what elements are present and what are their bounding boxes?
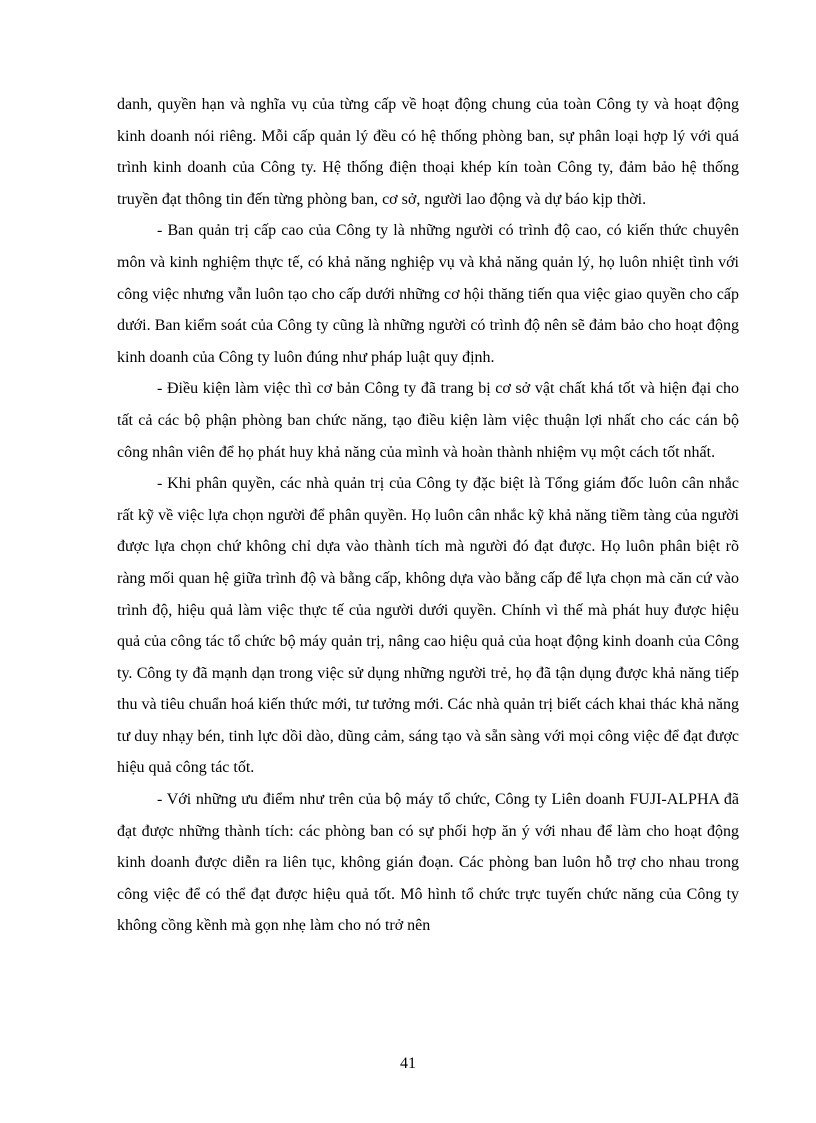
paragraph-1: danh, quyền hạn và nghĩa vụ của từng cấp về hoạt động chung của toàn Công ty và hoạt động kinh doanh nói riêng. Mỗi cấp quản lý đều có hệ thống phòng ban, sự phân loại hợp lý với quá trình kinh doanh của Công ty. Hệ thống điện thoại khép kín toàn Công ty, đảm bảo hệ thống truyền đạt thông tin đến từng phòng ban, cơ sở, người lao động và dự báo kịp thời. [117,96,739,208]
body-text [117,89,739,942]
paragraph-5: - Với những ưu điểm như trên của bộ máy tổ chức, Công ty Liên doanh FUJI-ALPHA đã đạt được những thành tích: các phòng ban có sự phối hợp ăn ý với nhau để làm cho hoạt động kinh doanh được diễn ra liên tục, không gián đoạn. Các phòng ban luôn hỗ trợ cho nhau trong công việc để có thể đạt được hiệu quả tốt. Mô hình tổ chức trực tuyến chức năng của Công ty không cồng kềnh mà gọn nhẹ làm cho nó trở nên [117,791,739,935]
paragraph-4: - Khi phân quyền, các nhà quản trị của Công ty đặc biệt là Tổng giám đốc luôn cân nhắc rất kỹ về việc lựa chọn người để phân quyền. Họ luôn cân nhắc kỹ khả năng tiềm tàng của người được lựa chọn chứ không chỉ dựa vào thành tích mà người đó đạt được. Họ luôn phân biệt rõ ràng mối quan hệ giữa trình độ và bằng cấp, không dựa vào bằng cấp để lựa chọn mà căn cứ vào trình độ, hiệu quả làm việc thực tế của người dưới quyền. Chính vì thế mà phát huy được hiệu quả của công tác tổ chức bộ máy quản trị, nâng cao hiệu quả của hoạt động kinh doanh của Công ty. Công ty đã mạnh dạn trong việc sử dụng những người trẻ, họ đã tận dụng được khả năng tiếp thu và tiêu chuẩn hoá kiến thức mới, tư tưởng mới. Các nhà quản trị biết cách khai thác khả năng tư duy nhạy bén, tinh lực dồi dào, dũng cảm, sáng tạo và sẵn sàng với mọi công việc để đạt được hiệu quả công tác tốt. [117,475,739,777]
paragraph-3: - Điều kiện làm việc thì cơ bản Công ty đã trang bị cơ sở vật chất khá tốt và hiện đại cho tất cả các bộ phận phòng ban chức năng, tạo điều kiện làm việc thuận lợi nhất cho các cán bộ công nhân viên để họ phát huy khả năng của mình và hoàn thành nhiệm vụ một cách tốt nhất. [117,380,739,461]
page-number: 41 [400,1055,416,1072]
paragraph-2: - Ban quản trị cấp cao của Công ty là những người có trình độ cao, có kiến thức chuyên môn và kinh nghiệm thực tế, có khả năng nghiệp vụ và khả năng quản lý, họ luôn nhiệt tình với công việc nhưng vẫn luôn tạo cho cấp dưới những cơ hội thăng tiến qua việc giao quyền cho cấp dưới. Ban kiểm soát của Công ty cũng là những người có trình độ nên sẽ đảm bảo cho hoạt động kinh doanh của Công ty luôn đúng như pháp luật quy định. [117,222,739,366]
